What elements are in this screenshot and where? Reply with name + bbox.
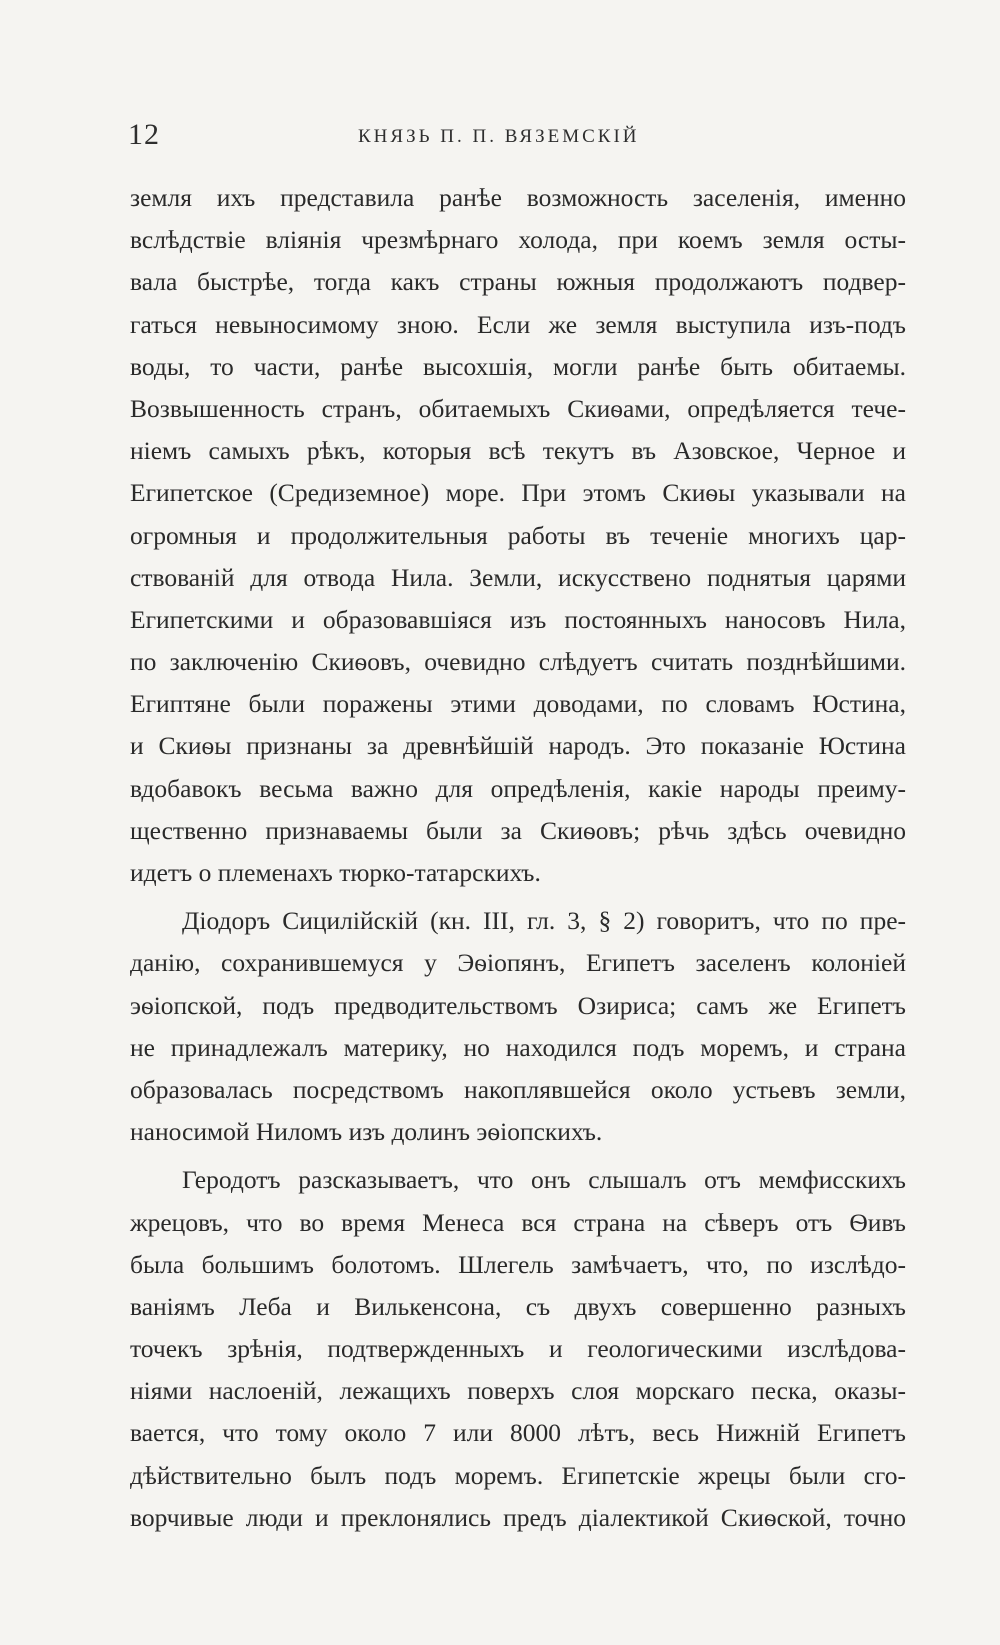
paragraph-2 [130,900,906,1153]
text-line: наносимой Ниломъ изъ долинъ эѳіопскихъ. [130,1117,603,1147]
text-line: гаться невыносимому зною. Если же земля выступила изъ-подъ [130,309,906,339]
text-line: Египетскими и образовавшіяся изъ постоянныхъ наносовъ Нила, [130,604,906,634]
text-line: Египетское (Средиземное) море. При этомъ Скиѳы указывали на [130,478,906,508]
text-line: вслѣдствіе вліянія чрезмѣрнаго холода, при коемъ земля осты- [130,225,906,255]
text-line: образовалась посредствомъ накоплявшейся около устьевъ земли, [130,1074,906,1104]
text-line: вала быстрѣе, тогда какъ страны южныя продолжаютъ подвер- [130,267,906,297]
text-line: Діодоръ Сицилійскій (кн. III, гл. 3, § 2) говоритъ, что по пре- [182,906,906,936]
text-line: ніями наслоеній, лежащихъ поверхъ слоя морскаго песка, оказы- [130,1376,906,1406]
text-line: ворчивые люди и преклонялись предъ діалектикой Скиѳской, точно [130,1502,906,1532]
text-line: вдобавокъ весьма важно для опредѣленія, какіе народы преиму- [130,773,906,803]
text-line: точекъ зрѣнія, подтвержденныхъ и геологическими изслѣдова- [130,1334,906,1364]
text-line: идетъ о племенахъ тюрко-татарскихъ. [130,858,541,887]
body-text [130,177,906,1539]
text-line: огромныя и продолжительныя работы въ теченіе многихъ цар- [130,520,906,550]
text-line: Геродотъ разсказываетъ, что онъ слышалъ отъ мемфисскихъ [182,1165,906,1195]
text-line: Возвышенность странъ, обитаемыхъ Скиѳами, опредѣляется тече- [130,393,906,423]
paragraph-3 [130,1159,906,1539]
text-line: была большимъ болотомъ. Шлегель замѣчаетъ, что, по изслѣдо- [130,1249,906,1279]
text-line: щественно признаваемы были за Скиѳовъ; рѣчь здѣсь очевидно [130,815,906,845]
text-line: эѳіопской, подъ предводительствомъ Озириса; самъ же Египетъ [130,990,906,1020]
text-line: вается, что тому около 7 или 8000 лѣтъ, весь Нижній Египетъ [130,1418,906,1448]
text-line: и Скиѳы признаны за древнѣйшій народъ. Это показаніе Юстина [130,731,906,761]
running-head: КНЯЗЬ П. П. ВЯЗЕМСКІЙ [358,126,640,147]
text-line: ніемъ самыхъ рѣкъ, которыя всѣ текутъ въ Азовское, Черное и [130,436,906,466]
text-line: по заключенію Скиѳовъ, очевидно слѣдуетъ считать позднѣйшими. [130,647,906,677]
text-line: воды, то части, ранѣе высохшія, могли ранѣе быть обитаемы. [130,351,906,381]
text-line: Египтяне были поражены этими доводами, по словамъ Юстина, [130,689,906,719]
paragraph-1 [130,177,906,894]
text-line: жрецовъ, что во время Менеса вся страна на сѣверъ отъ Ѳивъ [130,1207,906,1237]
text-line: ствованій для отвода Нила. Земли, искусствено поднятыя царями [130,562,906,592]
text-line: дѣйствительно былъ подъ моремъ. Египетскіе жрецы были сго- [130,1460,906,1490]
text-line: не принадлежалъ материку, но находился подъ моремъ, и страна [130,1032,906,1062]
text-line: ваніямъ Леба и Вилькенсона, съ двухъ совершенно разныхъ [130,1291,906,1321]
page-header [128,118,908,158]
text-line: земля ихъ представила ранѣе возможность заселенія, именно [130,183,906,212]
page-number: 12 [128,118,160,151]
text-line: данію, сохранившемуся у Эѳіопянъ, Египетъ заселенъ колоніей [130,948,906,978]
